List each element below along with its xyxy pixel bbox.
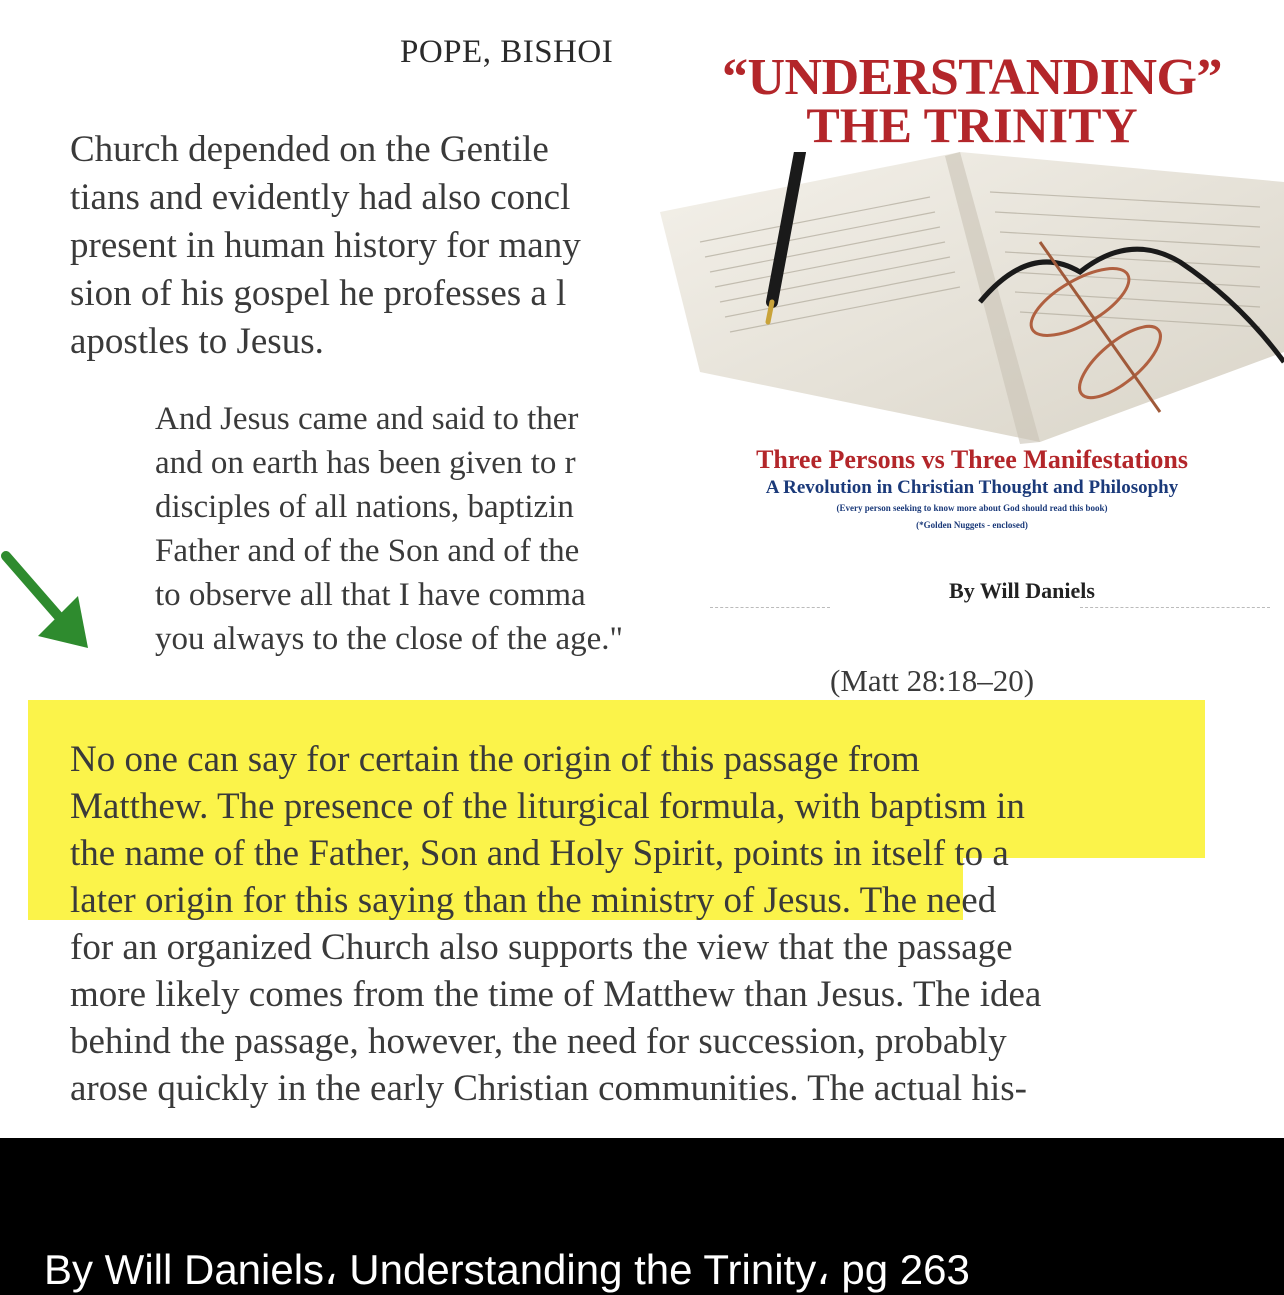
scripture-citation: (Matt 28:18–20) bbox=[830, 663, 1035, 698]
arrow-down-right-icon bbox=[0, 548, 100, 658]
cover-note: (*Golden Nuggets - enclosed) bbox=[916, 520, 1028, 530]
paragraph-line: Church depended on the Gentile bbox=[70, 129, 549, 170]
cover-divider bbox=[1080, 607, 1270, 608]
quote-line: Father and of the Son and of the bbox=[155, 533, 580, 569]
cover-divider bbox=[710, 607, 830, 608]
paragraph-line: present in human history for many bbox=[70, 225, 581, 266]
body-line: later origin for this saying than the ministry of Jesus. The need bbox=[70, 880, 997, 921]
body-paragraph bbox=[70, 736, 1041, 1112]
paragraph-line: sion of his gospel he professes a l bbox=[70, 273, 567, 314]
cover-title-line1: “UNDERSTANDING” bbox=[721, 49, 1223, 106]
quote-line: you always to the close of the age." bbox=[155, 621, 623, 657]
quote-line: And Jesus came and said to ther bbox=[155, 401, 579, 437]
running-head: POPE, BISHOI bbox=[400, 34, 614, 70]
cover-title-line2: THE TRINITY bbox=[806, 97, 1138, 153]
cover-tagline: A Revolution in Christian Thought and Philosophy bbox=[765, 477, 1179, 498]
body-line: for an organized Church also supports the view that the passage bbox=[70, 927, 1013, 968]
body-line: No one can say for certain the origin of this passage from bbox=[70, 739, 920, 780]
body-line: arose quickly in the early Christian communities. The actual his- bbox=[70, 1068, 1027, 1109]
quote-line: to observe all that I have comma bbox=[155, 577, 586, 613]
caption-text: By Will Daniels، Understanding the Trinity، pg 263 bbox=[44, 1246, 970, 1293]
book-cover bbox=[660, 40, 1284, 620]
paragraph-line: tians and evidently had also concl bbox=[70, 177, 571, 218]
body-line: the name of the Father, Son and Holy Spirit, points in itself to a bbox=[70, 833, 1009, 874]
opening-paragraph bbox=[70, 126, 670, 366]
paragraph-line: apostles to Jesus. bbox=[70, 321, 324, 362]
cover-subtitle: Three Persons vs Three Manifestations bbox=[756, 445, 1188, 474]
cover-author: By Will Daniels bbox=[949, 578, 1095, 603]
block-quote bbox=[155, 397, 623, 661]
quote-line: and on earth has been given to r bbox=[155, 445, 576, 481]
body-line: behind the passage, however, the need for succession, probably bbox=[70, 1021, 1007, 1062]
open-book-with-pen-and-glasses-image bbox=[660, 152, 1284, 482]
body-line: Matthew. The presence of the liturgical formula, with baptism in bbox=[70, 786, 1025, 827]
body-line: more likely comes from the time of Matthew than Jesus. The idea bbox=[70, 974, 1042, 1015]
cover-note: (Every person seeking to know more about God should read this book) bbox=[836, 503, 1108, 513]
quote-line: disciples of all nations, baptizin bbox=[155, 489, 574, 525]
